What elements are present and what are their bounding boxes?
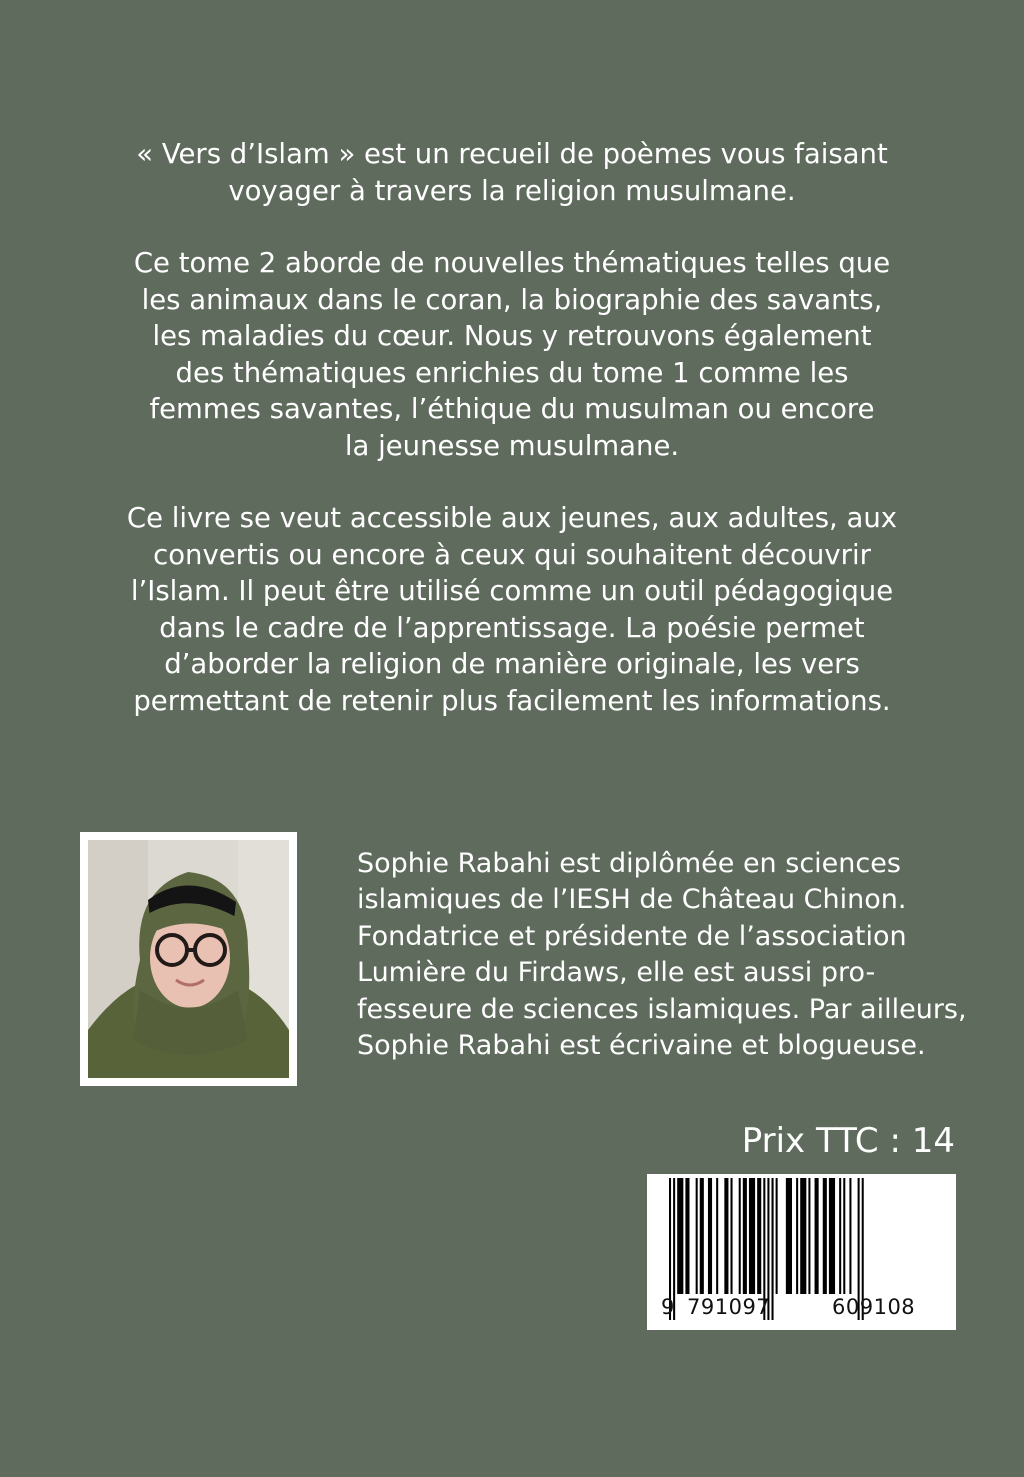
synopsis-line: permettant de retenir plus facilement les informations. xyxy=(133,684,891,717)
synopsis-line: dans le cadre de l’apprentissage. La poésie permet xyxy=(159,611,865,644)
barcode-bar xyxy=(800,1178,806,1294)
isbn-left-group: 791097 xyxy=(687,1295,771,1319)
bio-line: Sophie Rabahi est écrivaine et blogueuse. xyxy=(357,1030,926,1062)
synopsis-line: Ce tome 2 aborde de nouvelles thématiques telles que xyxy=(133,247,891,279)
bio-line: Fondatrice et présidente de l’association xyxy=(357,920,907,952)
barcode-bar xyxy=(716,1178,718,1294)
synopsis-line: d’aborder la religion de manière originale, les vers xyxy=(164,648,860,680)
author-photo-frame xyxy=(80,832,297,1086)
synopsis-line: les maladies du cœur. Nous y retrouvons également xyxy=(152,320,872,352)
barcode-bar xyxy=(776,1178,778,1294)
synopsis-paragraph-3 xyxy=(60,500,964,719)
barcode-bar xyxy=(700,1178,704,1294)
synopsis-line: convertis ou encore à ceux qui souhaitent découvrir xyxy=(153,538,871,571)
isbn-barcode xyxy=(647,1174,956,1330)
synopsis xyxy=(60,136,964,755)
bio-line: Sophie Rabahi est diplômée en sciences xyxy=(357,848,901,879)
barcode-bar xyxy=(696,1178,698,1294)
synopsis-line: les animaux dans le coran, la biographie des savants, xyxy=(141,283,883,316)
barcode-bar xyxy=(823,1178,827,1294)
barcode-bar xyxy=(843,1178,845,1294)
barcode-bar xyxy=(849,1178,851,1294)
synopsis-paragraph-2 xyxy=(60,245,964,464)
barcode-bar xyxy=(708,1178,712,1294)
barcode-bar xyxy=(749,1178,755,1294)
isbn-right-group: 609108 xyxy=(832,1295,916,1319)
bio-line: Lumière du Firdaws, elle est aussi pro- xyxy=(357,957,876,989)
isbn-first-digit: 9 xyxy=(661,1295,675,1319)
barcode-bar xyxy=(757,1178,761,1294)
synopsis-line: la jeunesse musulmane. xyxy=(344,429,680,462)
author-bio xyxy=(357,846,967,1064)
barcode-bar xyxy=(815,1178,819,1294)
synopsis-line: voyager à travers la religion musulmane. xyxy=(228,174,796,207)
barcode-bar xyxy=(731,1178,733,1294)
synopsis-line: femmes savantes, l’éthique du musulman ou encore xyxy=(149,393,875,425)
barcode-bar xyxy=(796,1178,798,1294)
barcode-bar xyxy=(839,1178,841,1294)
barcode-bar xyxy=(677,1178,683,1294)
barcode-bar xyxy=(724,1178,728,1294)
synopsis-paragraph-1 xyxy=(60,136,964,209)
bio-line: islamiques de l’IESH de Château Chinon. xyxy=(357,884,907,916)
synopsis-line: des thématiques enrichies du tome 1 comme les xyxy=(175,356,849,389)
barcode-bar xyxy=(743,1178,747,1294)
synopsis-line: Ce livre se veut accessible aux jeunes, aux adultes, aux xyxy=(126,502,898,534)
barcode-bar xyxy=(739,1178,741,1294)
barcode-bar xyxy=(685,1178,689,1294)
barcode-bar xyxy=(829,1178,835,1294)
barcode-bar xyxy=(786,1178,792,1294)
author-photo xyxy=(88,840,289,1078)
barcode-bar xyxy=(808,1178,810,1294)
price-label: Prix TTC : 14 xyxy=(741,1121,955,1161)
bio-line: fesseure de sciences islamiques. Par ailleurs, xyxy=(357,993,967,1025)
barcode-bar xyxy=(772,1178,774,1294)
synopsis-line: l’Islam. Il peut être utilisé comme un outil pédagogique xyxy=(130,575,894,607)
synopsis-line: « Vers d’Islam » est un recueil de poèmes vous faisant xyxy=(136,138,888,170)
